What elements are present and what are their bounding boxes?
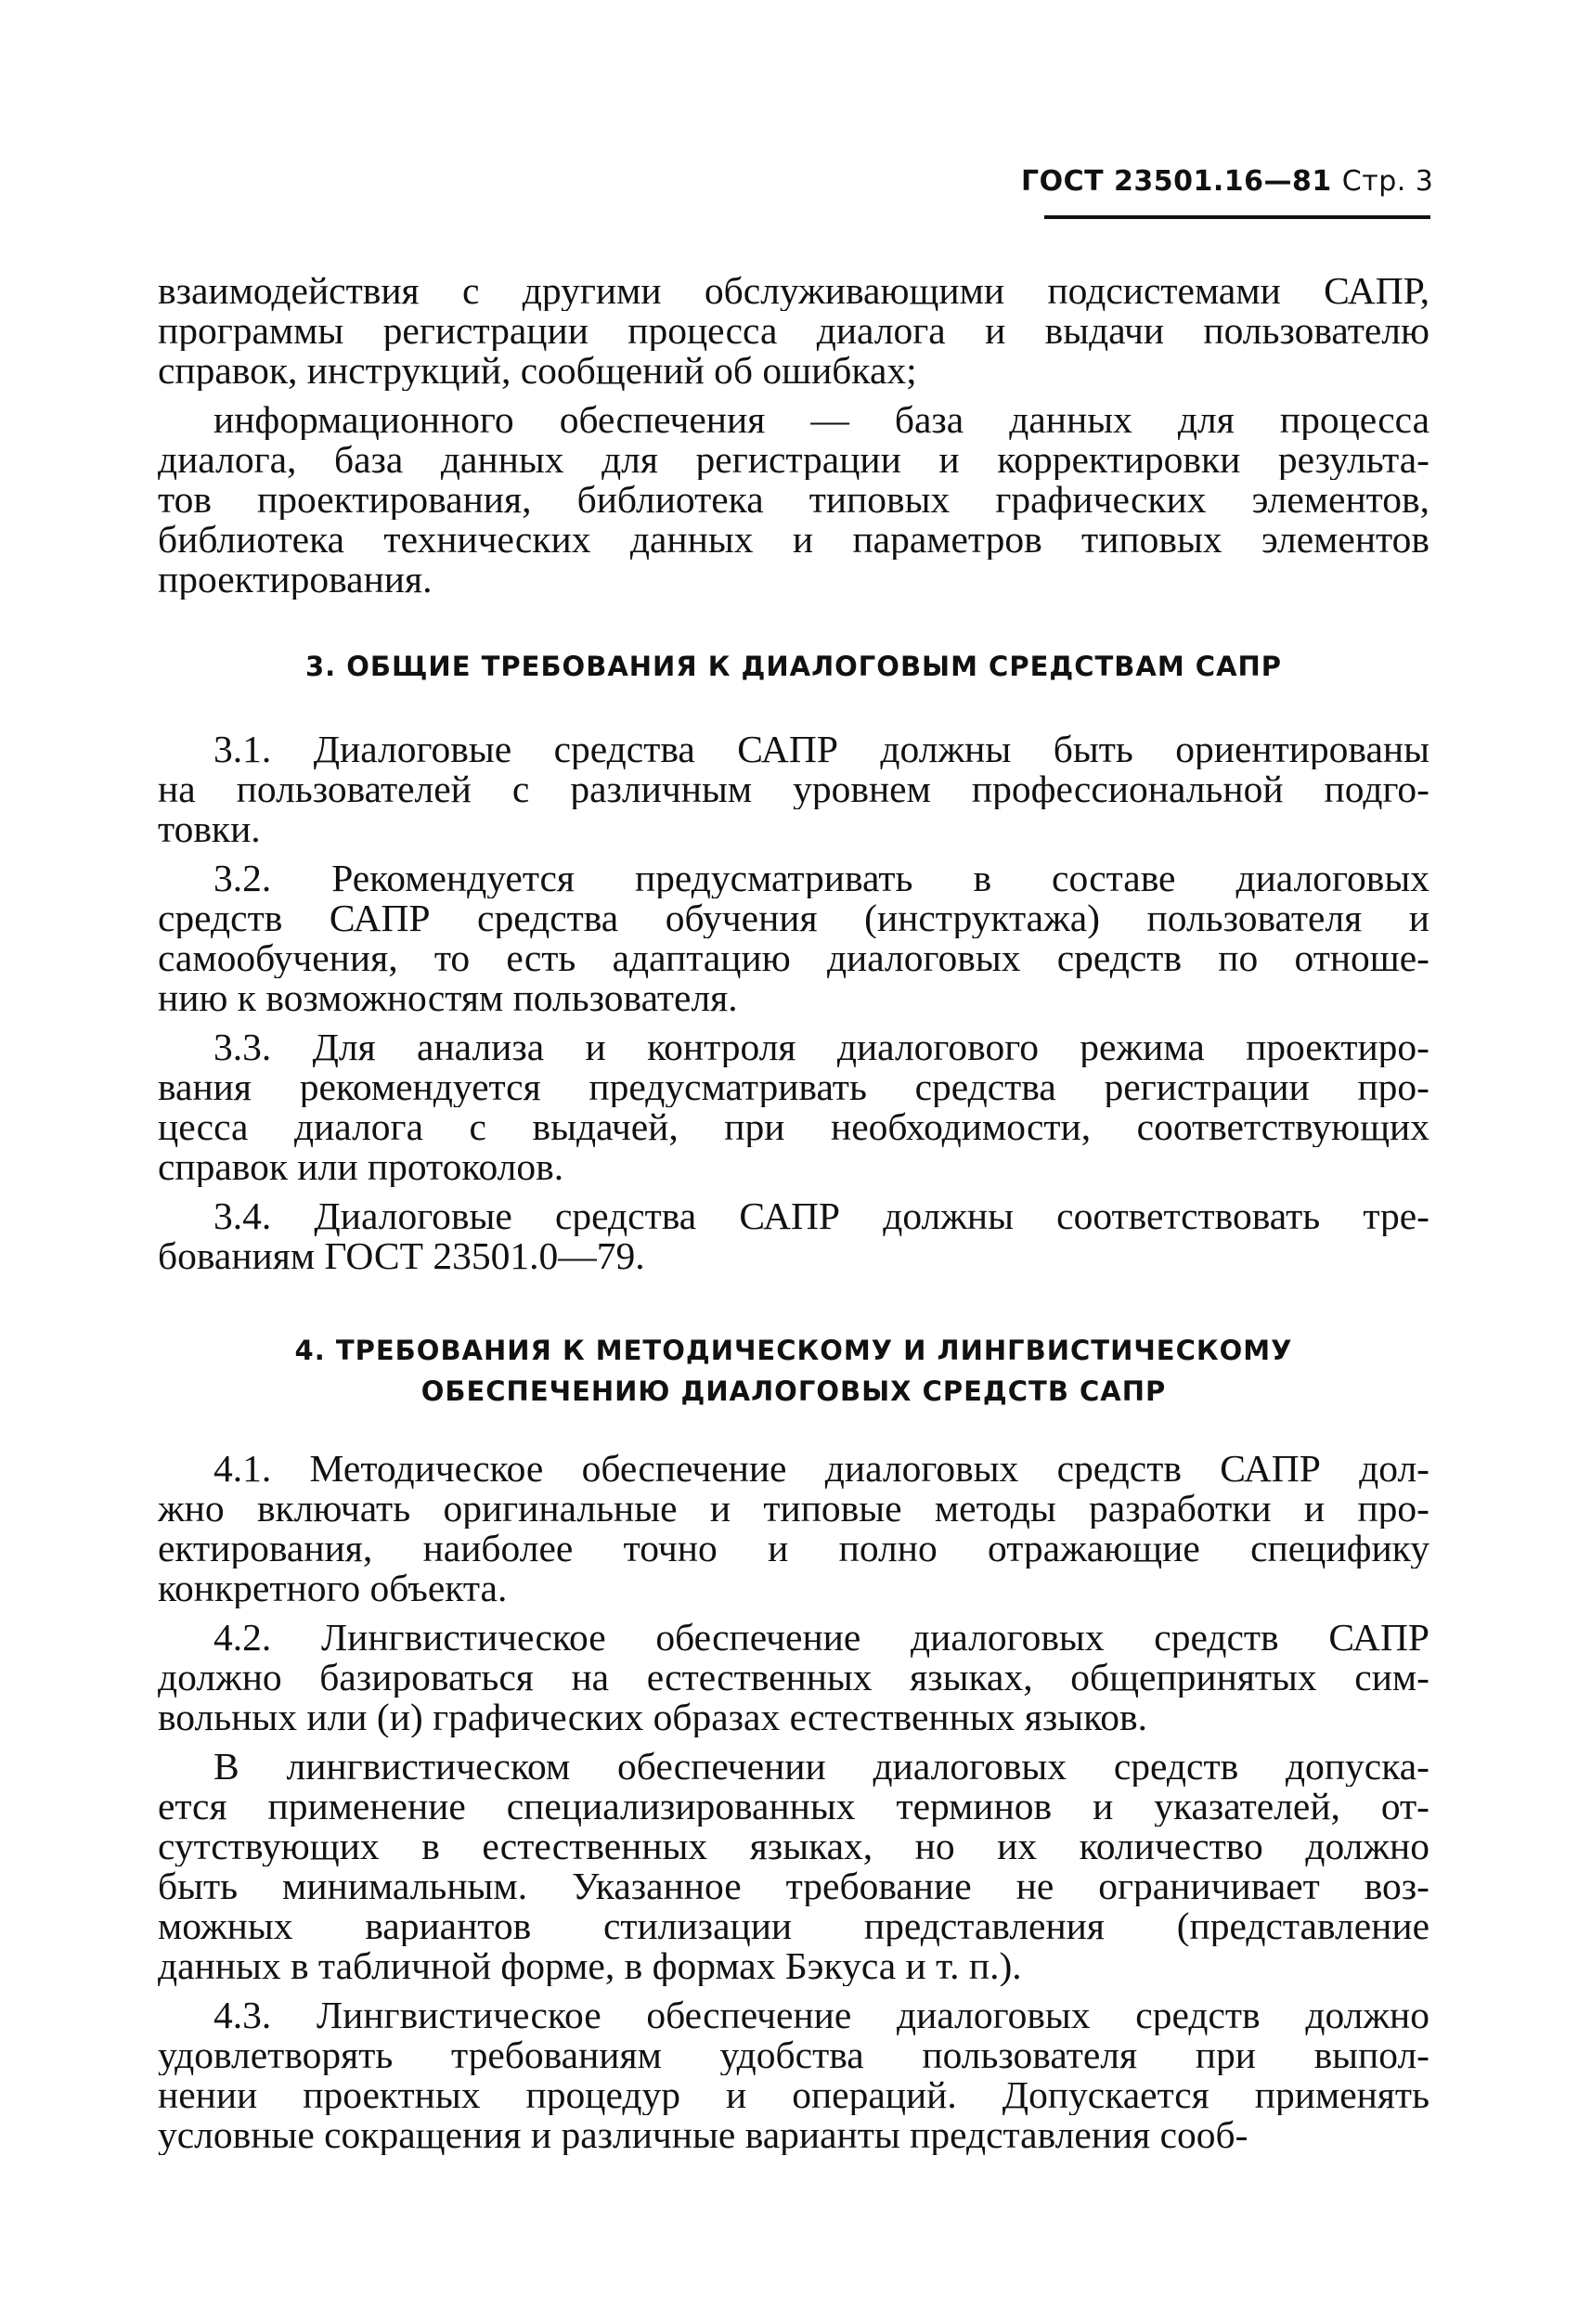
clause-4-2 xyxy=(158,1618,1429,1737)
text-line: 3.2. Рекомендуется предусматривать в составе диалоговых xyxy=(213,859,1429,898)
text-line: должно базироваться на естественных языках, общепринятых сим- xyxy=(158,1658,1429,1698)
section-4-title-line: 4. ТРЕБОВАНИЯ К МЕТОДИЧЕСКОМУ И ЛИНГВИСТИЧЕСКОМУ xyxy=(294,1335,1293,1366)
section-4-title xyxy=(158,1330,1429,1412)
text-line: информационного обеспечения — база данных для процесса xyxy=(213,400,1429,440)
text-line: библиотека технических данных и параметров типовых элементов xyxy=(158,520,1429,560)
text-line: вания рекомендуется предусматривать средства регистрации про- xyxy=(158,1067,1429,1107)
clause-4-3 xyxy=(158,1995,1429,2155)
text-line: вольных или (и) графических образах естественных языков. xyxy=(158,1698,1147,1737)
text-line: нении проектных процедур и операций. Допускается применять xyxy=(158,2075,1429,2115)
text-line: нию к возможностям пользователя. xyxy=(158,978,738,1018)
document-code: ГОСТ 23501.16—81 xyxy=(1021,165,1332,198)
clause-3-4 xyxy=(158,1196,1429,1276)
section-4-body xyxy=(158,1449,1429,2155)
text-line: 3.1. Диалоговые средства САПР должны быть ориентированы xyxy=(213,729,1429,769)
text-line: можных вариантов стилизации представления (представление xyxy=(158,1906,1429,1946)
text-line: удовлетворять требованиям удобства пользователя при выпол- xyxy=(158,2035,1429,2075)
page-number: Стр. 3 xyxy=(1341,165,1434,198)
text-line: справок, инструкций, сообщений об ошибках; xyxy=(158,351,917,391)
body-text xyxy=(158,271,1429,2155)
text-line: ектирования, наиболее точно и полно отражающие специфику xyxy=(158,1529,1429,1569)
text-line: сутствующих в естественных языках, но их количество должно xyxy=(158,1827,1429,1866)
clause-4-1 xyxy=(158,1449,1429,1608)
text-line: бованиям ГОСТ 23501.0—79. xyxy=(158,1236,645,1276)
text-line: 3.4. Диалоговые средства САПР должны соответствовать тре- xyxy=(213,1196,1429,1236)
text-line: 4.1. Методическое обеспечение диалоговых средств САПР дол- xyxy=(213,1449,1429,1489)
text-line: диалога, база данных для регистрации и корректировки результа- xyxy=(158,440,1429,480)
text-line: тов проектирования, библиотека типовых графических элементов, xyxy=(158,480,1429,520)
text-line: быть минимальным. Указанное требование не ограничивает воз- xyxy=(158,1866,1429,1906)
section-3-body xyxy=(158,729,1429,1276)
text-line: программы регистрации процесса диалога и выдачи пользователю xyxy=(158,311,1429,351)
text-line: данных в табличной форме, в формах Бэкуса и т. п.). xyxy=(158,1946,1022,1986)
text-line: конкретного объекта. xyxy=(158,1569,508,1608)
text-line: на пользователей с различным уровнем профессиональной подго- xyxy=(158,769,1429,809)
text-line: условные сокращения и различные варианты представления сооб- xyxy=(158,2115,1248,2155)
text-line: 4.2. Лингвистическое обеспечение диалоговых средств САПР xyxy=(213,1618,1429,1658)
header-rule xyxy=(1044,215,1430,219)
paragraph-information-support xyxy=(158,400,1429,600)
text-line: цесса диалога с выдачей, при необходимости, соответствующих xyxy=(158,1107,1429,1147)
section-3-title: 3. ОБЩИЕ ТРЕБОВАНИЯ К ДИАЛОГОВЫМ СРЕДСТВАМ САПР xyxy=(304,651,1283,682)
text-line: товки. xyxy=(158,809,261,849)
text-line: жно включать оригинальные и типовые методы разработки и про- xyxy=(158,1489,1429,1529)
text-line: 3.3. Для анализа и контроля диалогового режима проектиро- xyxy=(213,1027,1429,1067)
clause-3-2 xyxy=(158,859,1429,1018)
paragraph-continuation xyxy=(158,271,1429,391)
intro-section xyxy=(158,271,1429,600)
text-line: средств САПР средства обучения (инструктажа) пользователя и xyxy=(158,898,1429,938)
text-line: проектирования. xyxy=(158,560,433,600)
clause-4-2-note xyxy=(158,1747,1429,1986)
text-line: справок или протоколов. xyxy=(158,1147,564,1187)
text-line: ется применение специализированных терминов и указателей, от- xyxy=(158,1787,1429,1827)
text-line: В лингвистическом обеспечении диалоговых средств допуска- xyxy=(213,1747,1429,1787)
text-line: взаимодействия с другими обслуживающими подсистемами САПР, xyxy=(158,271,1429,311)
text-line: самообучения, то есть адаптацию диалоговых средств по отноше- xyxy=(158,938,1429,978)
text-line: 4.3. Лингвистическое обеспечение диалоговых средств должно xyxy=(213,1995,1429,2035)
section-4-title-line: ОБЕСПЕЧЕНИЮ ДИАЛОГОВЫХ СРЕДСТВ САПР xyxy=(420,1375,1167,1407)
running-header xyxy=(1021,165,1434,199)
clause-3-3 xyxy=(158,1027,1429,1187)
clause-3-1 xyxy=(158,729,1429,849)
